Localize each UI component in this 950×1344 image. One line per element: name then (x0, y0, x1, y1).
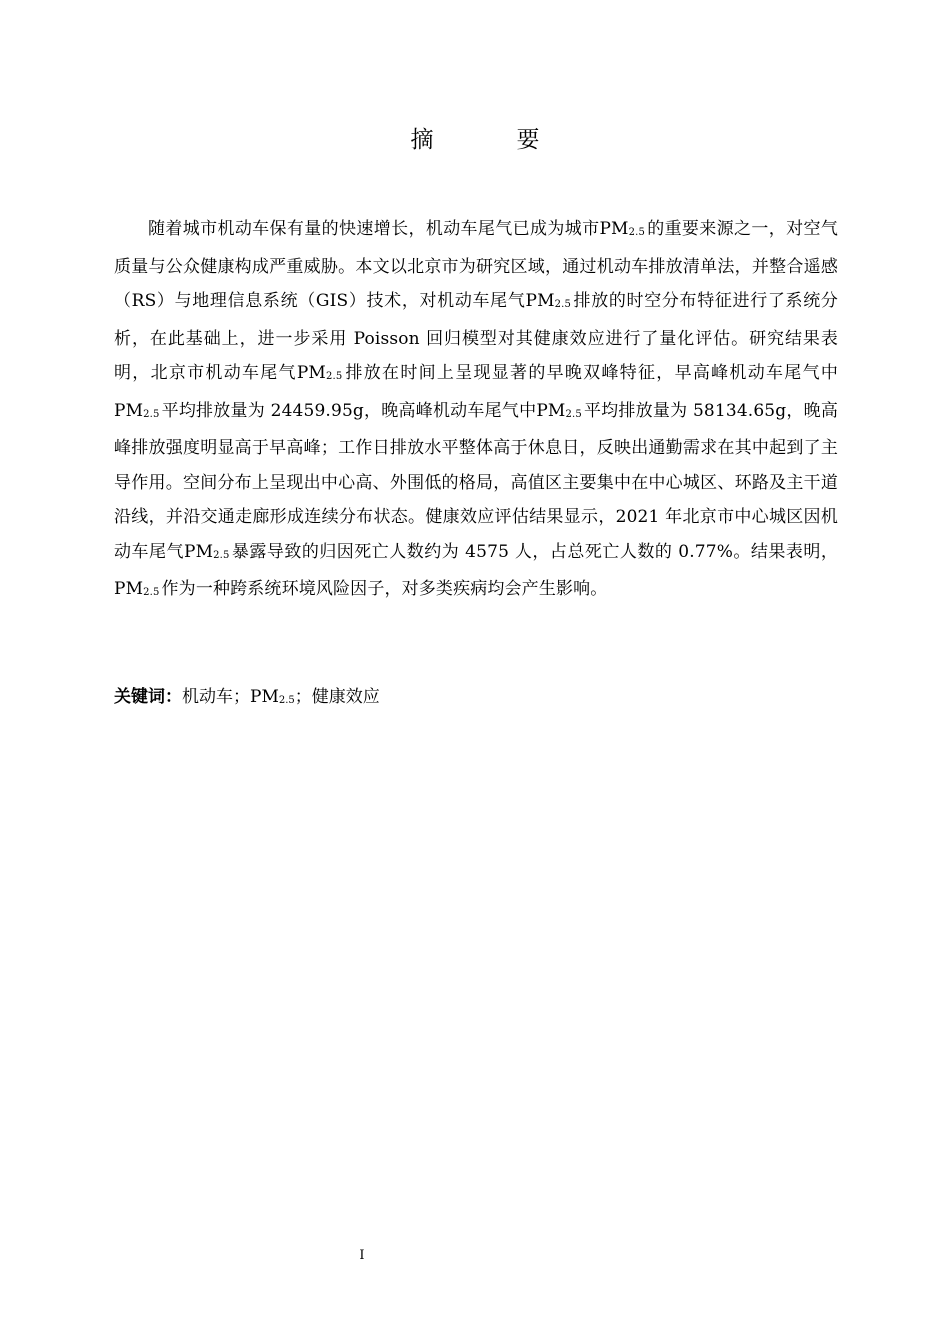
keyword-2: ；健康效应 (294, 687, 380, 707)
pm-subscript: 2.5 (565, 408, 582, 420)
keywords-label: 关键词： (114, 687, 182, 707)
abstract-text-5: 平均排放量为 24459.95g，晚高峰机动车尾气中 (161, 400, 537, 421)
abstract-text-1: 随着城市机动车保有量的快速增长，机动车尾气已成为城市 (148, 219, 600, 239)
pm-subscript: 2.5 (326, 371, 343, 382)
pm-term: PM (599, 219, 629, 239)
pm-subscript: 2.5 (628, 227, 645, 238)
abstract-text-6: 平均排放量为 58134.65g，晚高峰排放强度明显高于早高峰；工作日排放水平整体高于休息日，反映出通勤需求在其中起到了主导作用。空间分布上呈现出中心高、外围低的格局，高值区主要集中在中心城区、环路及主干道沿线，并沿交通走廊形成连续分布状态。健康效应评估结果显示，2021 年北京市中心城区因机动车尾气 (114, 400, 838, 562)
abstract-text-7: 暴露导致的归因死亡人数约为 4575 人，占总死亡人数的 0.77%。结果表明， (231, 541, 838, 562)
abstract-text-4: 排放在时间上呈现显著的早晚双峰特征，早高峰机动车尾气中 (344, 363, 838, 383)
pm-term: PM (183, 541, 214, 562)
abstract-paragraph (114, 212, 838, 610)
page-number: I (359, 1248, 365, 1263)
keywords-line (114, 683, 838, 714)
keyword-pm-term: PM (250, 687, 279, 707)
keyword-1: 机动车； (182, 687, 250, 707)
keyword-pm-subscript: 2.5 (278, 695, 295, 706)
abstract-title: 摘 要 (410, 127, 570, 153)
abstract-text-8: 作为一种跨系统环境风险因子，对多类疾病均会产生影响。 (161, 579, 608, 599)
pm-subscript: 2.5 (213, 549, 230, 561)
pm-term: PM (114, 400, 144, 421)
pm-term: PM (536, 400, 566, 421)
pm-subscript: 2.5 (143, 408, 160, 420)
pm-term: PM (114, 579, 144, 599)
pm-subscript: 2.5 (554, 299, 572, 310)
pm-term: PM (296, 363, 326, 383)
abstract-text-3: 排放的时空分布特征进行了系统分析，在此基础上，进一步采用 Poisson 回归模型对其健康效应进行了量化评估。研究结果表明，北京市机动车尾气 (114, 291, 839, 383)
pm-term: PM (525, 291, 555, 311)
abstract-text-2: 的重要来源之一，对空气质量与公众健康构成严重威胁。本文以北京市为研究区域，通过机动车排放清单法，并整合遥感（RS）与地理信息系统（GIS）技术，对机动车尾气 (114, 219, 838, 311)
pm-subscript: 2.5 (143, 587, 160, 598)
